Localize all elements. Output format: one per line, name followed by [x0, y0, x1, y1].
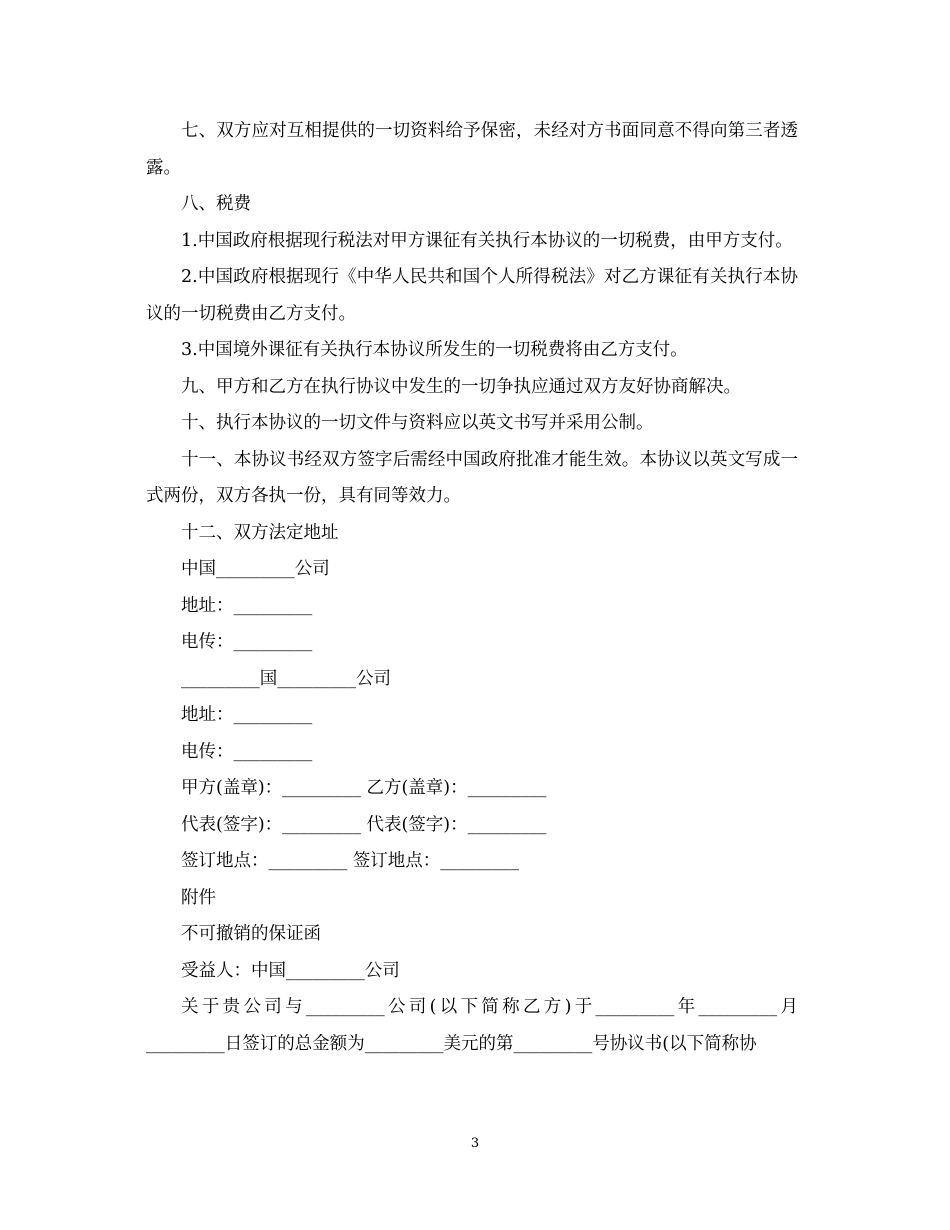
clause-9-paragraph: 九、甲方和乙方在执行协议中发生的一切争执应通过双方友好协商解决。 [181, 376, 741, 397]
party-b-address-line: 地址：_________ [181, 705, 313, 725]
guarantee-letter-title: 不可撤销的保证函 [181, 924, 321, 944]
page-number: 3 [470, 1136, 480, 1151]
signature-line: 代表(签字)：_________ 代表(签字)：_________ [181, 814, 547, 835]
tax-item-3: 3.中国境外课征有关执行本协议所发生的一切税费将由乙方支付。 [181, 340, 688, 360]
party-a-telex-line: 电传：_________ [181, 632, 313, 652]
clause-8-heading: 八、税费 [181, 194, 251, 214]
beneficiary-line: 受益人：中国_________公司 [181, 960, 400, 981]
clause-7-paragraph: 七、双方应对互相提供的一切资料给予保密，未经对方书面同意不得向第三者透露。 [146, 121, 798, 178]
clause-12-heading: 十二、双方法定地址 [181, 522, 339, 543]
party-a-company-line: 中国_________公司 [181, 559, 330, 579]
party-a-address-line: 地址：_________ [181, 595, 313, 616]
tax-item-2: 2.中国政府根据现行《中华人民共和国个人所得税法》对乙方课征有关执行本协议的一切税费由乙方支付。 [146, 267, 798, 324]
party-b-company-line: _________国_________公司 [181, 668, 391, 689]
attachment-heading: 附件 [181, 887, 216, 908]
clause-10-paragraph: 十、执行本协议的一切文件与资料应以英文书写并采用公制。 [181, 413, 654, 433]
tax-item-1: 1.中国政府根据现行税法对甲方课征有关执行本协议的一切税费，由甲方支付。 [181, 230, 793, 251]
clause-11-paragraph: 十一、本协议书经双方签字后需经中国政府批准才能生效。本协议以英文写成一式两份，双方各执一份，具有同等效力。 [146, 449, 798, 506]
signing-place-line: 签订地点：_________ 签订地点：_________ [181, 851, 520, 871]
party-b-telex-line: 电传：_________ [181, 741, 313, 762]
guarantee-closing-paragraph: 关于贵公司与_________公司(以下简称乙方)于_________年_________月_________日签订的总金额为_________美元的第_________号协议书(以下简称协 [146, 997, 798, 1054]
seal-line: 甲方(盖章)：_________ 乙方(盖章)：_________ [181, 778, 547, 798]
document-body [146, 113, 798, 1062]
